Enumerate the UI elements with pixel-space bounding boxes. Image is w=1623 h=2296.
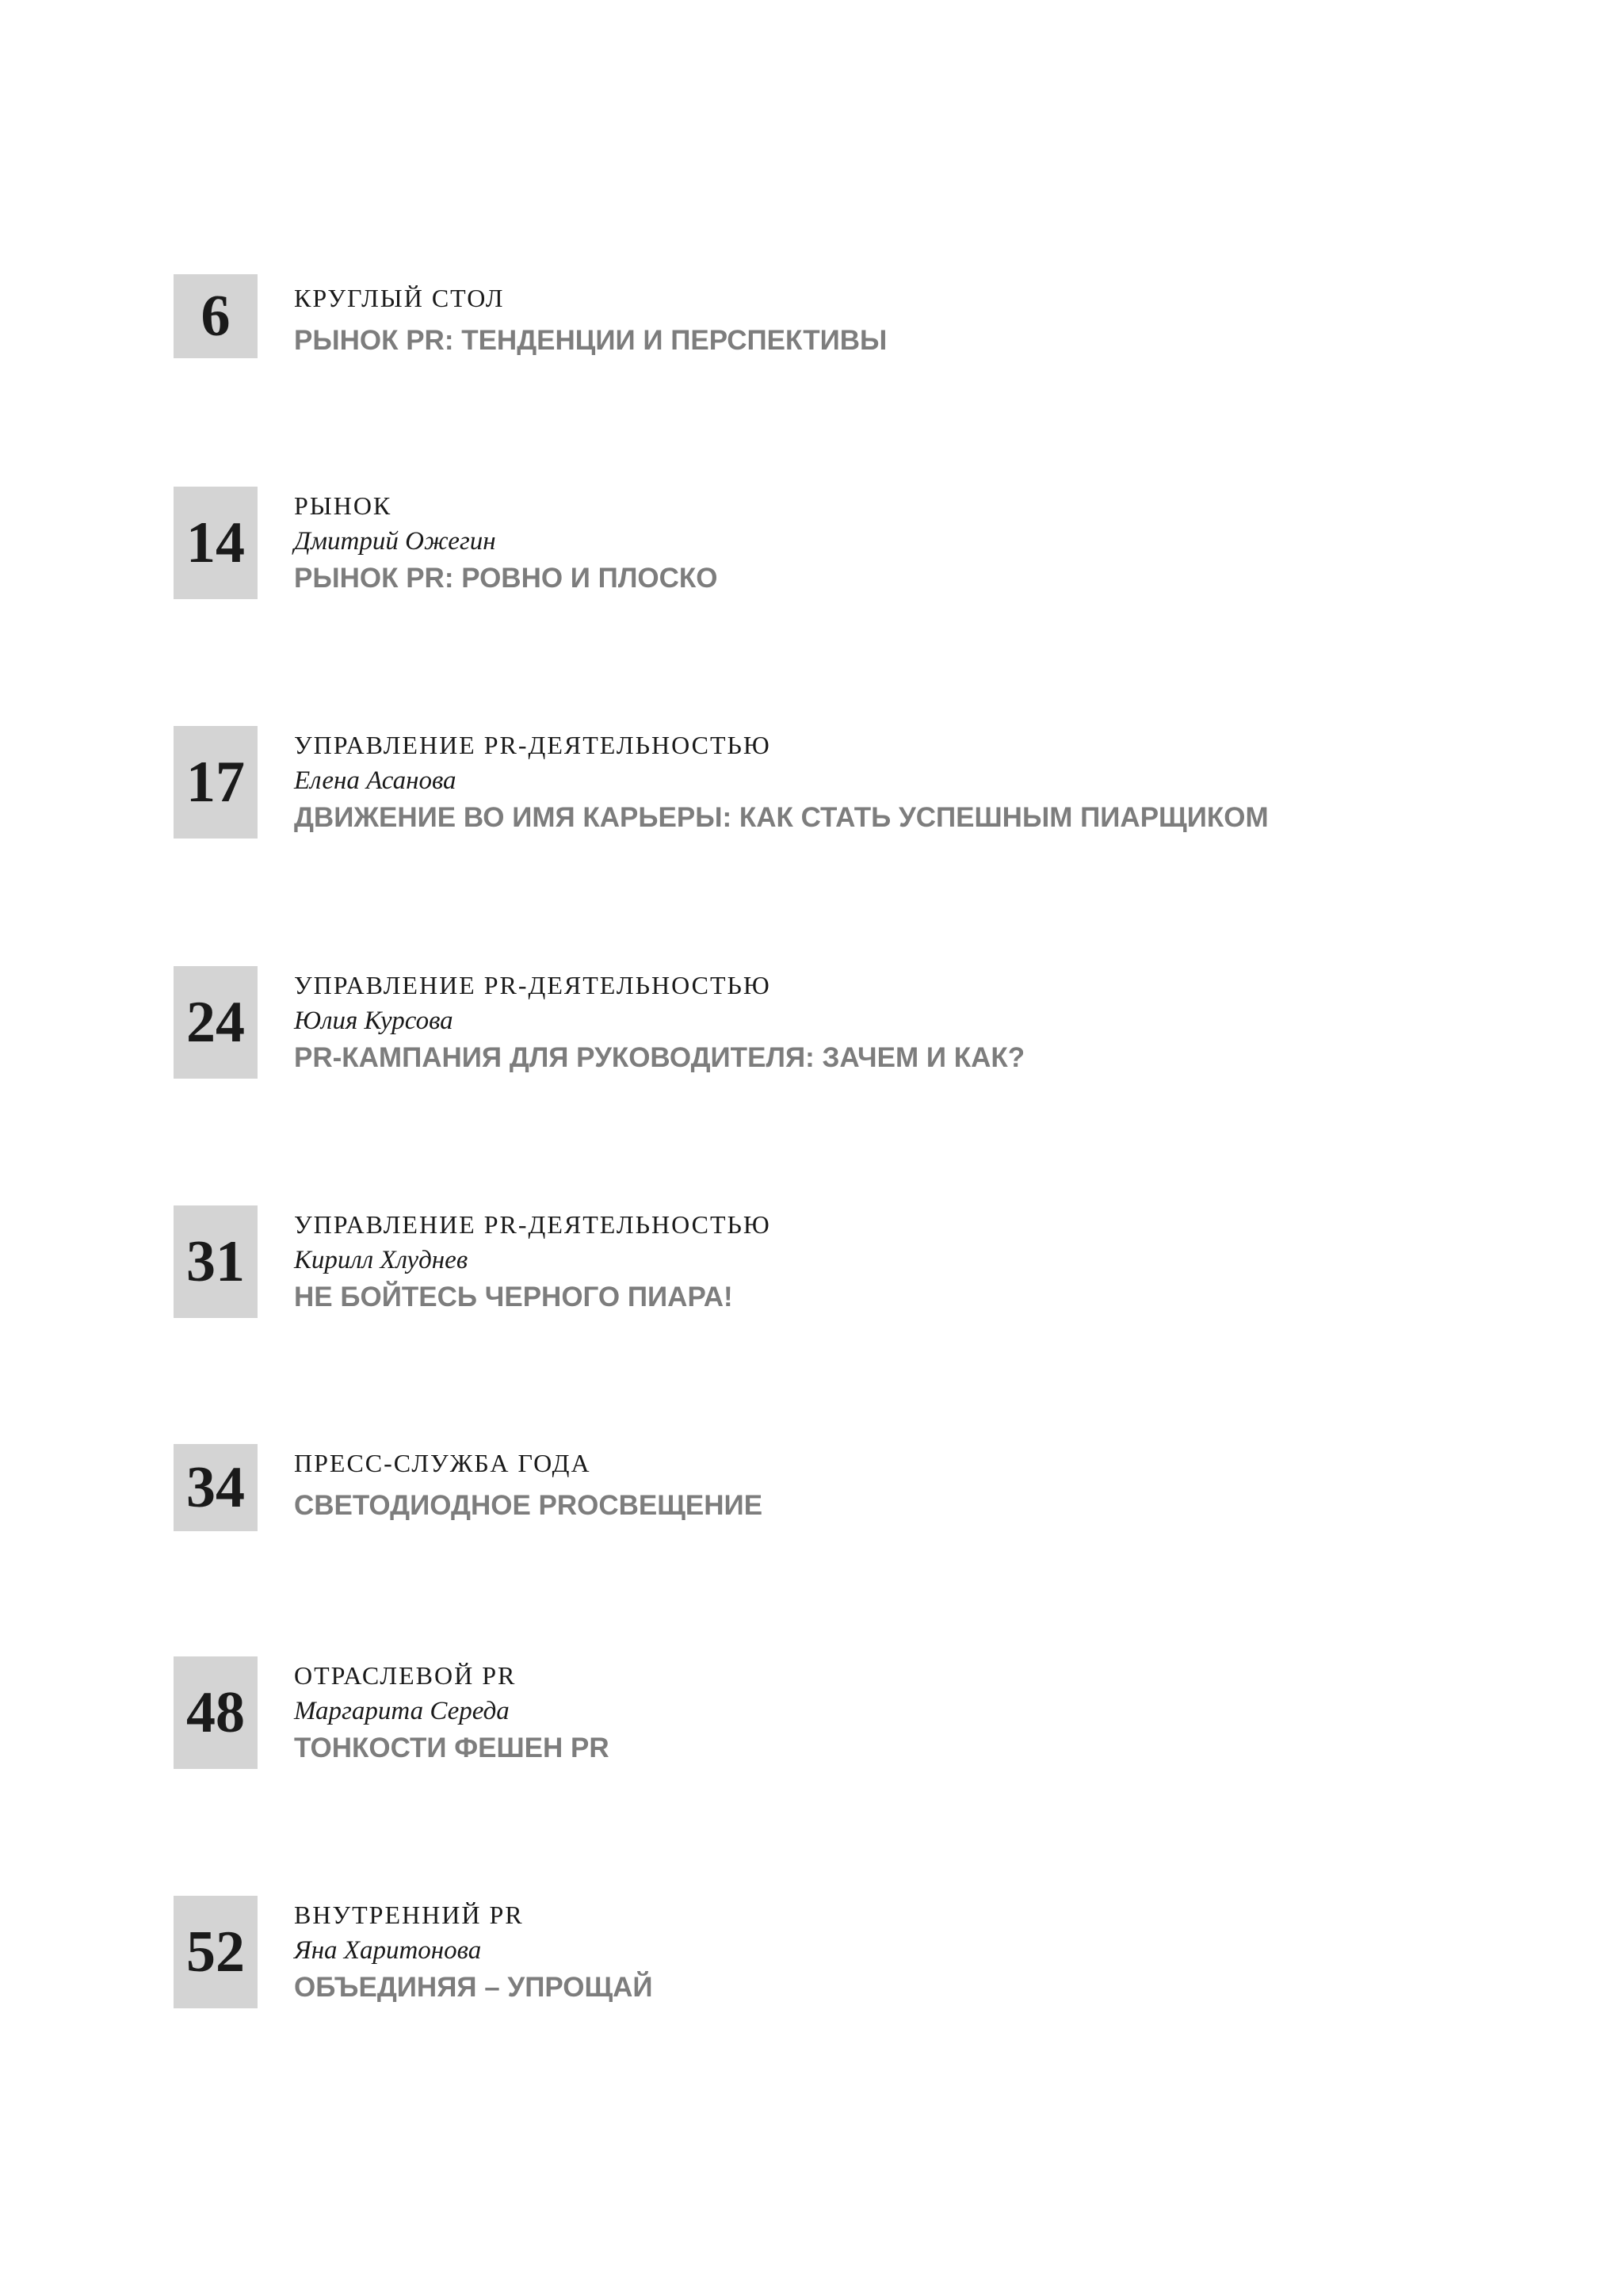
section-label: ПРЕСС-СЛУЖБА ГОДА: [294, 1449, 591, 1477]
page-number: 34: [186, 1455, 245, 1520]
section-label: УПРАВЛЕНИЕ PR-ДЕЯТЕЛЬНОСТЬЮ: [294, 1210, 771, 1239]
page-number-badge: [174, 966, 258, 1079]
section-label: РЫНОК: [294, 491, 392, 520]
page-number-badge: [174, 726, 258, 839]
section-label: УПРАВЛЕНИЕ PR-ДЕЯТЕЛЬНОСТЬЮ: [294, 971, 771, 999]
section-label: УПРАВЛЕНИЕ PR-ДЕЯТЕЛЬНОСТЬЮ: [294, 731, 771, 759]
author-name: Елена Асанова: [294, 766, 456, 795]
page-number: 6: [200, 284, 231, 349]
section-label: ОТРАСЛЕВОЙ PR: [294, 1661, 517, 1690]
author-name: Кирилл Хлуднев: [294, 1246, 468, 1274]
page-number: 31: [186, 1229, 245, 1294]
page-number-badge: [174, 1656, 258, 1769]
author-name: Маргарита Середа: [294, 1697, 510, 1725]
page-number-badge: [174, 274, 258, 358]
entry-text: [294, 285, 1514, 354]
page-number-badge: [174, 1205, 258, 1318]
article-title[interactable]: PR-КАМПАНИЯ ДЛЯ РУКОВОДИТЕЛЯ: ЗАЧЕМ И КАК?: [294, 1042, 1025, 1073]
page-number: 48: [186, 1680, 245, 1745]
section-label: ВНУТРЕННИЙ PR: [294, 1901, 524, 1929]
page-number: 14: [186, 510, 245, 575]
author-name: Юлия Курсова: [294, 1007, 453, 1035]
article-title[interactable]: НЕ БОЙТЕСЬ ЧЕРНОГО ПИАРА!: [294, 1282, 733, 1312]
article-title[interactable]: РЫНОК PR: ТЕНДЕНЦИИ И ПЕРСПЕКТИВЫ: [294, 325, 888, 356]
page-number: 52: [186, 1920, 245, 1985]
entry-text: [294, 1902, 1514, 2001]
entry-text: [294, 972, 1514, 1072]
entry-text: [294, 1663, 1514, 1762]
page-number-badge: [174, 1444, 258, 1531]
author-name: Дмитрий Ожегин: [294, 527, 496, 556]
section-label: КРУГЛЫЙ СТОЛ: [294, 284, 505, 312]
article-title[interactable]: ОБЪЕДИНЯЯ – УПРОЩАЙ: [294, 1972, 653, 2003]
page-number-badge: [174, 1896, 258, 2008]
entry-text: [294, 732, 1514, 831]
page-number: 17: [186, 750, 245, 815]
article-title[interactable]: РЫНОК PR: РОВНО И ПЛОСКО: [294, 563, 718, 594]
author-name: Яна Харитонова: [294, 1936, 482, 1965]
page-number: 24: [186, 990, 245, 1055]
entry-text: [294, 1212, 1514, 1311]
article-title[interactable]: СВЕТОДИОДНОЕ PROСВЕЩЕНИЕ: [294, 1490, 763, 1521]
article-title[interactable]: ТОНКОСТИ ФЕШЕН PR: [294, 1733, 609, 1763]
article-title[interactable]: ДВИЖЕНИЕ ВО ИМЯ КАРЬЕРЫ: КАК СТАТЬ УСПЕШНЫМ ПИАРЩИКОМ: [294, 802, 1269, 833]
entry-text: [294, 493, 1514, 592]
page-number-badge: [174, 487, 258, 599]
entry-text: [294, 1450, 1514, 1519]
